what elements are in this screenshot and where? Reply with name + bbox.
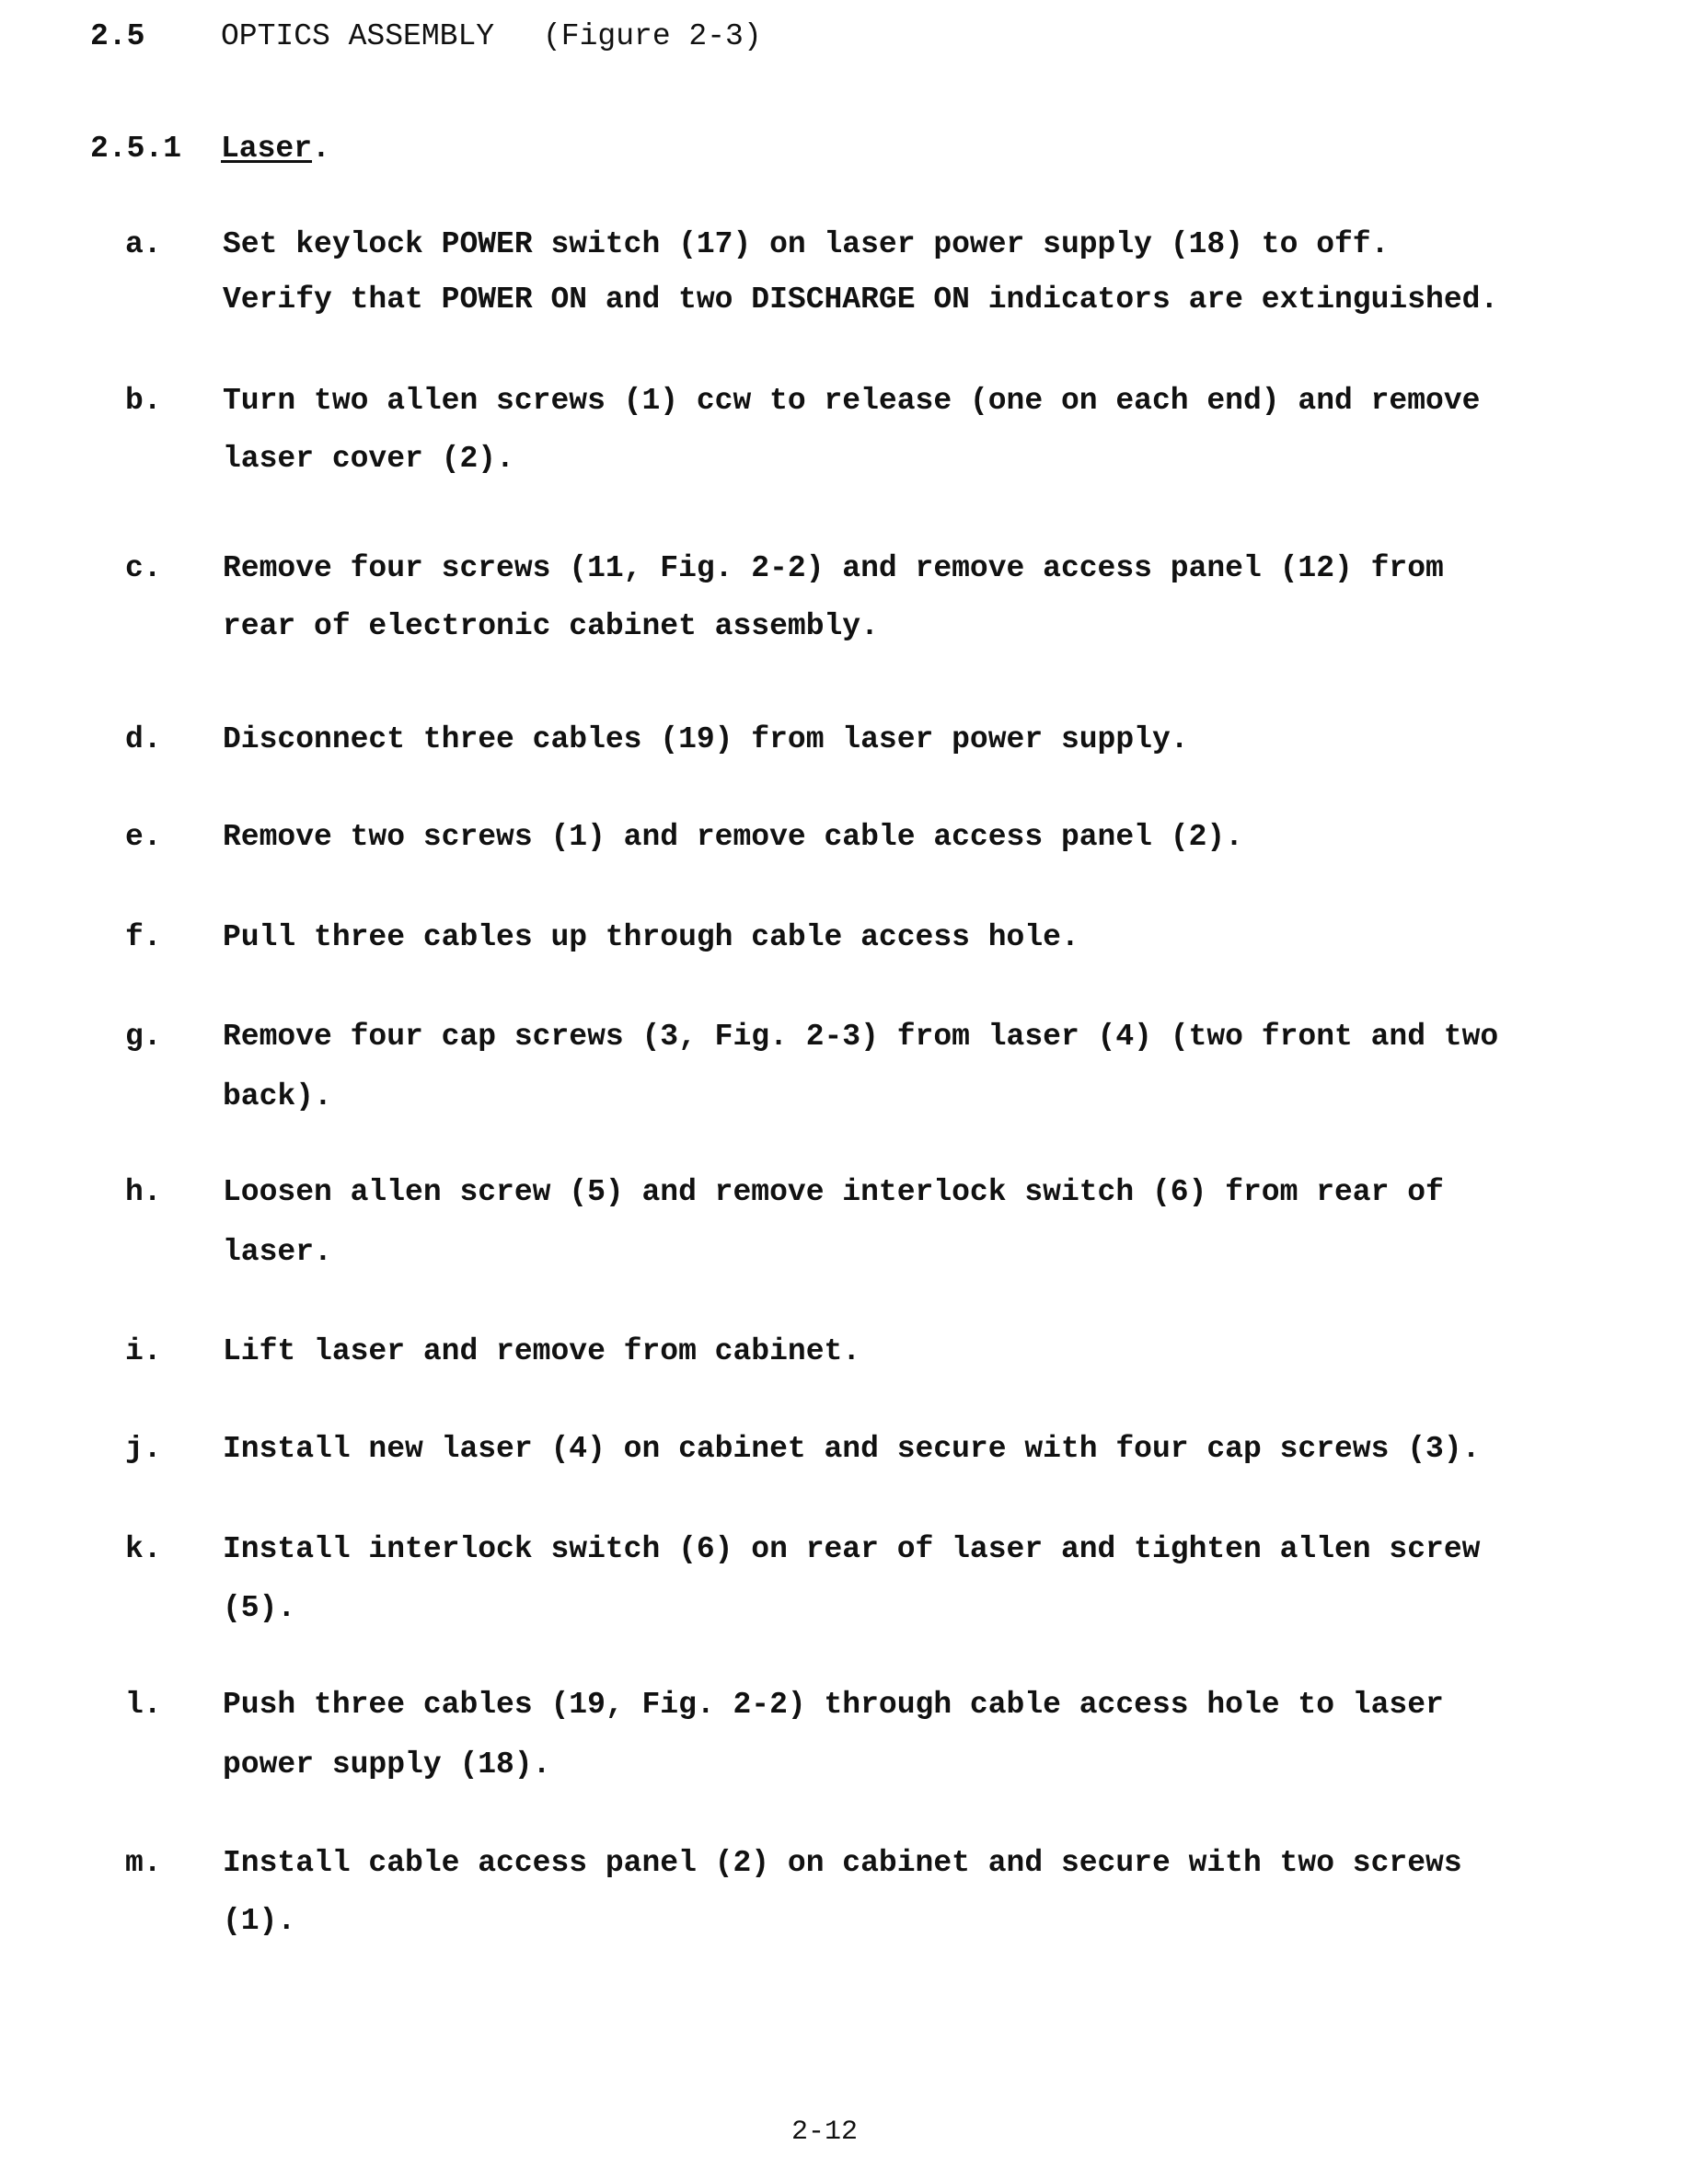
step-label: j.: [125, 1431, 162, 1468]
page-number: 2-12: [791, 2114, 858, 2151]
step-label: f.: [125, 919, 162, 956]
step-label: k.: [125, 1531, 162, 1568]
step-text-line: Push three cables (19, Fig. 2-2) through cable access hole to laser: [223, 1687, 1444, 1724]
step-text-line: Pull three cables up through cable access hole.: [223, 919, 1079, 956]
step-label: c.: [125, 550, 162, 587]
step-text-line: Remove two screws (1) and remove cable access panel (2).: [223, 819, 1243, 856]
step-label: m.: [125, 1845, 162, 1882]
step-text-line: Loosen allen screw (5) and remove interlock switch (6) from rear of: [223, 1174, 1444, 1211]
step-label: h.: [125, 1174, 162, 1211]
step-text-line: Disconnect three cables (19) from laser power supply.: [223, 721, 1189, 758]
step-text-line: (1).: [223, 1903, 295, 1940]
step-text-line: Set keylock POWER switch (17) on laser power supply (18) to off.: [223, 226, 1389, 263]
subsection-title: Laser: [221, 132, 312, 166]
section-number: 2.5: [90, 18, 144, 55]
step-text-line: rear of electronic cabinet assembly.: [223, 608, 879, 645]
step-text-line: (5).: [223, 1590, 295, 1627]
step-text-line: Remove four screws (11, Fig. 2-2) and remove access panel (12) from: [223, 550, 1444, 587]
step-text-line: laser cover (2).: [223, 441, 514, 478]
subsection-number: 2.5.1: [90, 131, 181, 167]
step-text-line: Install cable access panel (2) on cabinet and secure with two screws: [223, 1845, 1462, 1882]
step-text-line: Install new laser (4) on cabinet and secure with four cap screws (3).: [223, 1431, 1480, 1468]
step-text-line: Remove four cap screws (3, Fig. 2-3) from laser (4) (two front and two: [223, 1019, 1498, 1055]
step-text-line: Turn two allen screws (1) ccw to release (one on each end) and remove: [223, 383, 1480, 420]
step-label: i.: [125, 1333, 162, 1370]
step-label: e.: [125, 819, 162, 856]
step-text-line: laser.: [223, 1234, 332, 1271]
step-text-line: Install interlock switch (6) on rear of laser and tighten allen screw: [223, 1531, 1480, 1568]
step-label: d.: [125, 721, 162, 758]
step-label: b.: [125, 383, 162, 420]
section-title: OPTICS ASSEMBLY: [221, 18, 494, 55]
step-text-line: power supply (18).: [223, 1747, 550, 1783]
figure-reference: (Figure 2-3): [543, 18, 762, 55]
step-label: l.: [125, 1687, 162, 1724]
step-text-line: back).: [223, 1078, 332, 1115]
step-text-line: Verify that POWER ON and two DISCHARGE ON indicators are extinguished.: [223, 282, 1498, 318]
subsection-heading: [221, 131, 330, 167]
step-text-line: Lift laser and remove from cabinet.: [223, 1333, 860, 1370]
step-label: g.: [125, 1019, 162, 1055]
step-label: a.: [125, 226, 162, 263]
subsection-punct: .: [312, 132, 330, 166]
